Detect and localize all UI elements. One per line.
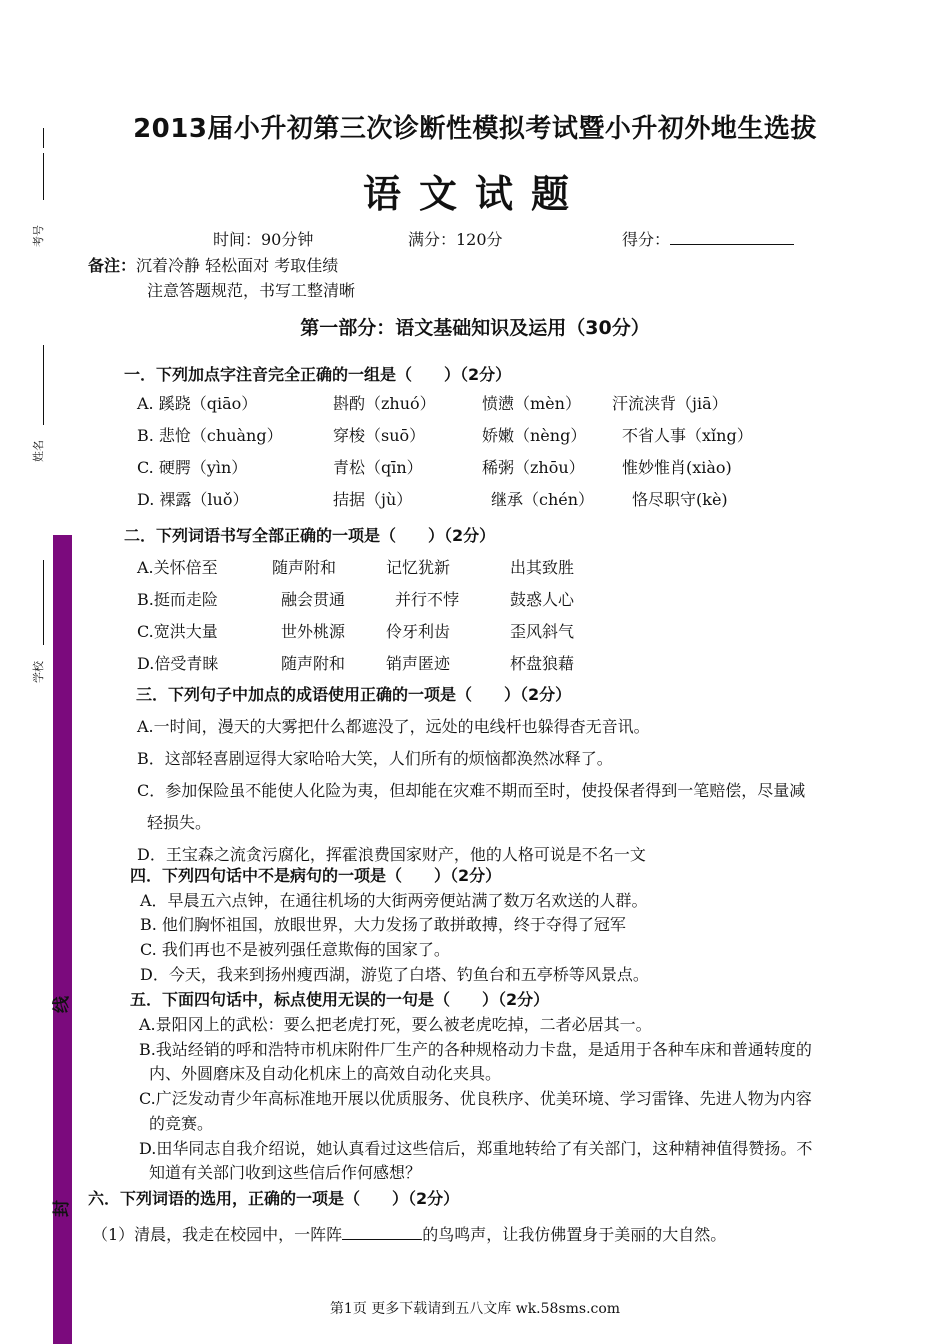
q3-option-a: A.一时间，漫天的大雾把什么都遮没了，远处的电线杆也躲得杳无音讯。: [137, 717, 650, 736]
q4-option-a: A．早晨五六点钟，在通往机场的大街两旁便站满了数万名欢送的人群。: [140, 891, 648, 910]
q1-option: 拮据（jù）: [333, 490, 413, 509]
q4-option-d: D．今天，我来到扬州瘦西湖，游览了白塔、钓鱼台和五亭桥等风景点。: [140, 965, 649, 984]
score-blank[interactable]: [670, 230, 794, 245]
q2-option: 并行不悖: [395, 590, 460, 609]
q1-option: 青松（qīn）: [333, 458, 423, 477]
q5-option-c: C.广泛发动青少年高标准地开展以优质服务、优良秩序、优美环境、学习雷锋、先进人物为内容: [139, 1089, 812, 1108]
q3-option-c-cont: 轻损失。: [147, 813, 212, 832]
q5-option-c-cont: 的竞赛。: [149, 1114, 214, 1133]
q1-option: 愤懑（mèn）: [482, 394, 581, 413]
q1-option: B. 悲怆（chuàng）: [137, 426, 283, 445]
question-4-title: 四．下列四句话中不是病句的一项是（ ）（2分）: [130, 866, 502, 885]
q1-option: 稀粥（zhōu）: [482, 458, 585, 477]
q1-option: 娇嫩（nèng）: [482, 426, 587, 445]
q3-option-b: B．这部轻喜剧逗得大家哈哈大笑，人们所有的烦恼都涣然冰释了。: [137, 749, 613, 768]
binding-bar: [53, 535, 72, 1344]
q5-option-a: A.景阳冈上的武松：要么把老虎打死，要么被老虎吃掉，二者必居其一。: [139, 1015, 652, 1034]
q1-option: A. 蹊跷（qiāo）: [137, 394, 258, 413]
q5-option-d: D.田华同志自我介绍说，她认真看过这些信后，郑重地转给了有关部门，这种精神值得赞扬。不: [139, 1139, 813, 1158]
q2-option: 歪风斜气: [510, 622, 575, 641]
q1-option: 斟酌（zhuó）: [333, 394, 436, 413]
q3-option-c: C．参加保险虽不能使人化险为夷，但却能在灾难不期而至时，使投保者得到一笔赔偿，尽量减: [137, 781, 806, 800]
note-line-1: 备注：沉着冷静 轻松面对 考取佳绩: [88, 256, 339, 275]
q1-option: C. 硬腭（yìn）: [137, 458, 248, 477]
question-1-title: 一．下列加点字注音完全正确的一组是（ ）（2分）: [124, 365, 512, 384]
q2-option: 随声附和: [281, 654, 346, 673]
q1-option: 不省人事（xǐng）: [622, 426, 753, 445]
q1-option: 惟妙惟肖(xiào): [622, 458, 732, 477]
q5-option-d-cont: 知道有关部门收到这些信后作何感想？: [149, 1163, 422, 1182]
q2-option: A.关怀倍至: [137, 558, 218, 577]
q1-option: 汗流浃背（jiā）: [612, 394, 728, 413]
q6-answer-blank[interactable]: [342, 1225, 422, 1240]
q1-option: 穿梭（suō）: [333, 426, 426, 445]
question-3-title: 三．下列句子中加点的成语使用正确的一项是（ ）（2分）: [136, 685, 572, 704]
full-score-info: 满分：120分: [408, 230, 503, 249]
exam-number-label: 考号: [32, 225, 45, 247]
q2-option: 融会贯通: [281, 590, 346, 609]
q2-option: 伶牙利齿: [386, 622, 451, 641]
note-line-2: 注意答题规范，书写工整清晰: [147, 281, 356, 300]
q2-option: B.挺而走险: [137, 590, 218, 609]
question-6-title: 六．下列词语的选用，正确的一项是（ ）（2分）: [88, 1189, 460, 1208]
binding-seal-char: 封: [52, 1200, 72, 1217]
q2-option: D.倍受青睐: [137, 654, 219, 673]
q3-option-d: D．王宝森之流贪污腐化，挥霍浪费国家财产，他的人格可说是不名一文: [137, 845, 646, 864]
q2-option: 出其致胜: [510, 558, 575, 577]
school-label: 学校: [32, 661, 45, 683]
q2-option: 鼓惑人心: [510, 590, 575, 609]
q2-option: 记忆犹新: [386, 558, 451, 577]
margin-line: [43, 345, 44, 425]
time-info: 时间：90分钟: [213, 230, 314, 249]
name-label: 姓名: [32, 440, 45, 462]
score-info: 得分：: [622, 227, 794, 250]
q2-option: 杯盘狼藉: [510, 654, 575, 673]
q1-option: 恪尽职守(kè): [632, 490, 728, 509]
question-5-title: 五．下面四句话中，标点使用无误的一句是（ ）（2分）: [130, 990, 550, 1009]
question-2-title: 二．下列词语书写全部正确的一项是（ ）（2分）: [124, 526, 496, 545]
q4-option-b: B. 他们胸怀祖国，放眼世界，大力发扬了敢拼敢搏，终于夺得了冠军: [140, 915, 626, 934]
q5-option-b-cont: 内、外圆磨床及自动化机床上的高效自动化夹具。: [149, 1064, 502, 1083]
exam-title: 2013届小升初第三次诊断性模拟考试暨小升初外地生选拔: [133, 114, 817, 144]
q5-option-b: B.我站经销的呼和浩特市机床附件厂生产的各种规格动力卡盘，是适用于各种车床和普通转度的: [139, 1040, 812, 1059]
part-one-heading: 第一部分：语文基础知识及运用（30分）: [300, 317, 650, 339]
page-footer: 第1页 更多下载请到五八文库 wk.58sms.com: [329, 1301, 621, 1317]
q4-option-c: C. 我们再也不是被列强任意欺侮的国家了。: [140, 940, 450, 959]
margin-line: [43, 560, 44, 645]
binding-line-char: 线: [52, 996, 72, 1013]
q2-option: 世外桃源: [281, 622, 346, 641]
q6-sentence-1: （1）清晨，我走在校园中，一阵阵 的鸟鸣声，让我仿佛置身于美丽的大自然。: [92, 1225, 727, 1244]
q2-option: 随声附和: [272, 558, 337, 577]
q2-option: C.宽洪大量: [137, 622, 218, 641]
q2-option: 销声匿迹: [386, 654, 451, 673]
q1-option: D. 裸露（luǒ）: [137, 490, 249, 509]
q1-option: 继承（chén）: [491, 490, 595, 509]
subject-title: 语文试题: [362, 172, 587, 216]
